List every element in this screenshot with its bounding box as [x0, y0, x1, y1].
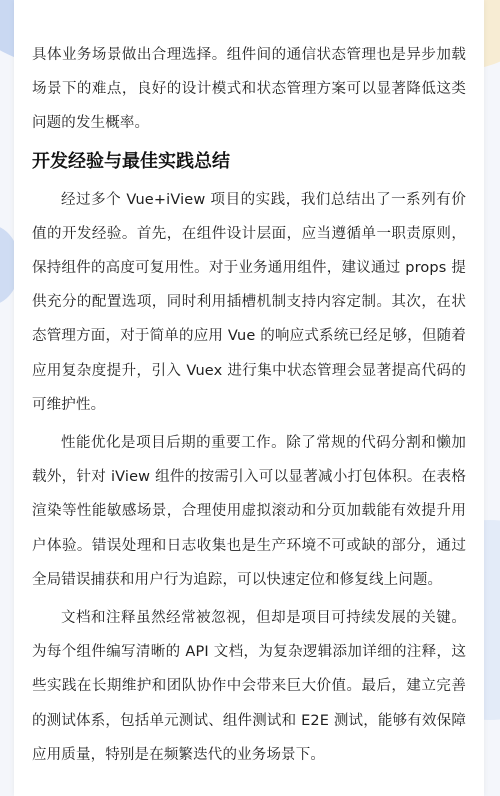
section-heading: 开发经验与最佳实践总结: [32, 150, 230, 172]
intro-paragraph: 具体业务场景做出合理选择。组件间的通信状态管理也是异步加载场景下的难点，良好的设计模式和状态管理方案可以显著降低这类问题的发生概率。: [32, 47, 466, 132]
body-paragraph-documentation: 文档和注释虽然经常被忽视，但却是项目可持续发展的关键。为每个组件编写清晰的 API 文档，为复杂逻辑添加详细的注释，这些实践在长期维护和团队协作中会带来巨大价值。最后，建立完善的测试体系，包括单元测试、组件测试和 E2E 测试，能够有效保障应用质量，特别是在频繁迭代的业务场景下。: [32, 610, 466, 763]
document-page: [14, 0, 484, 796]
body-paragraph-experience: 经过多个 Vue+iView 项目的实践，我们总结出了一系列有价值的开发经验。首先，在组件设计层面，应当遵循单一职责原则，保持组件的高度可复用性。对于业务通用组件，建议通过 props 提供充分的配置选项，同时利用插槽机制支持内容定制。其次，在状态管理方面，对于简单的应用 Vue 的响应式系统已经足够，但随着应用复杂度提升，引入 Vuex 进行集中状态管理会显著提高代码的可维护性。: [32, 191, 466, 413]
article-body: [32, 38, 466, 776]
body-paragraph-performance: 性能优化是项目后期的重要工作。除了常规的代码分割和懒加载外，针对 iView 组件的按需引入可以显著减小打包体积。在表格渲染等性能敏感场景，合理使用虚拟滚动和分页加载能有效提升用户体验。错误处理和日志收集也是生产环境不可或缺的部分，通过全局错误捕获和用户行为追踪，可以快速定位和修复线上问题。: [32, 435, 466, 588]
